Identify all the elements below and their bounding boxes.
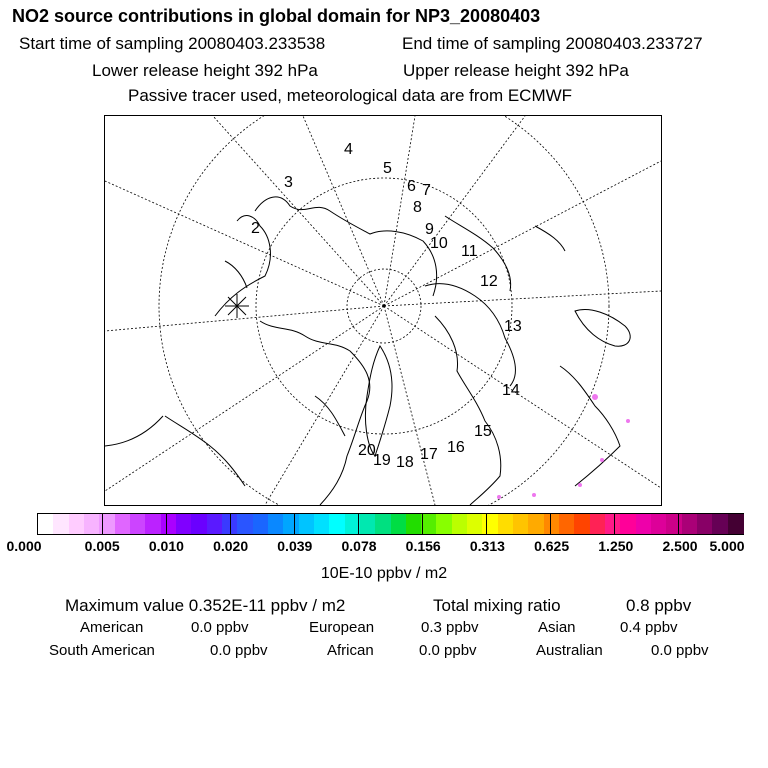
color-swatch [268,514,284,534]
color-scale-units: 10E-10 ppbv / m2 [320,565,448,582]
track-label: 3 [284,174,293,191]
track-label: 9 [425,221,434,238]
track-labels [251,141,522,471]
color-swatch [375,514,391,534]
color-swatch [528,514,544,534]
track-label: 19 [373,452,391,469]
color-tick-label: 0.005 [84,538,120,554]
region-australian-value: 0.0 ppbv [651,642,709,659]
color-swatch [53,514,69,534]
region-american-label: American [80,619,144,636]
track-label: 18 [396,454,414,471]
color-tick-label: 0.156 [405,538,441,554]
color-swatch [161,514,177,534]
color-bar-divider [102,514,103,534]
polar-map [104,115,662,506]
track-label: 20 [358,442,376,459]
map-canvas [105,116,661,505]
region-south-american-value: 0.0 ppbv [210,642,268,659]
color-swatch [38,514,54,534]
region-australian-label: Australian [536,642,603,659]
region-asian-label: Asian [538,619,576,636]
color-swatch [406,514,422,534]
color-bar-divider [678,514,679,534]
maximum-value: Maximum value 0.352E-11 ppbv / m2 [65,596,346,615]
color-bar-divider [166,514,167,534]
color-swatch [283,514,299,534]
track-label: 12 [480,273,498,290]
track-label: 7 [422,182,431,199]
color-swatch [253,514,269,534]
color-swatch [651,514,667,534]
color-swatch [482,514,498,534]
track-label: 5 [383,160,392,177]
region-african-label: African [327,642,374,659]
track-label: 17 [420,446,438,463]
track-label: 15 [474,423,492,440]
color-tick-label: 5.000 [709,538,745,554]
color-tick-label: 0.039 [277,538,313,554]
end-time: End time of sampling 20080403.233727 [402,34,703,53]
color-bar-divider [230,514,231,534]
track-label: 13 [504,318,522,335]
color-swatch [115,514,131,534]
color-bar-divider [550,514,551,534]
color-swatch [498,514,514,534]
map-title: NO2 source contributions in global domain for NP3_20080403 [12,6,541,26]
track-label: 8 [413,199,422,216]
color-bar-divider [358,514,359,534]
color-scale-bar [37,513,744,535]
color-swatch [590,514,606,534]
color-swatch [467,514,483,534]
color-swatch [574,514,590,534]
color-tick-label: 0.078 [341,538,377,554]
region-european-label: European [309,619,375,636]
color-tick-label: 0.010 [148,538,184,554]
color-tick-label: 0.625 [534,538,570,554]
color-swatch [620,514,636,534]
track-label: 4 [344,141,353,158]
release-site-marker [225,294,249,318]
color-swatch [682,514,698,534]
color-swatch [84,514,100,534]
total-mixing-ratio-value: 0.8 ppbv [626,596,692,615]
color-swatch [69,514,85,534]
color-swatch [452,514,468,534]
color-swatch [176,514,192,534]
color-bar-divider [614,514,615,534]
color-swatch [636,514,652,534]
color-swatch [191,514,207,534]
color-bar-divider [486,514,487,534]
track-label: 11 [461,243,478,260]
color-tick-label: 0.020 [213,538,249,554]
track-label: 14 [502,382,520,399]
concentration-patches [497,394,630,499]
track-label: 2 [251,220,260,237]
total-mixing-ratio-label: Total mixing ratio [433,596,561,615]
color-swatch [544,514,560,534]
color-swatch [728,514,744,534]
color-swatch [391,514,407,534]
color-tick-label: 2.500 [662,538,698,554]
color-swatch [559,514,575,534]
color-swatch [697,514,713,534]
color-swatch [436,514,452,534]
color-swatch [360,514,376,534]
color-bar-divider [422,514,423,534]
track-label: 6 [407,178,416,195]
region-asian-value: 0.4 ppbv [620,619,678,636]
color-tick-label: 1.250 [598,538,634,554]
color-tick-label: 0.000 [6,538,42,554]
color-swatch [237,514,253,534]
color-bar-divider [294,514,295,534]
track-label: 10 [430,235,448,252]
color-swatch [145,514,161,534]
color-swatch [666,514,682,534]
color-swatch [513,514,529,534]
lower-release-height: Lower release height 392 hPa [92,61,318,80]
tracer-note: Passive tracer used, meteorological data are from ECMWF [128,86,573,105]
track-label: 16 [447,439,465,456]
color-swatch [299,514,315,534]
region-american-value: 0.0 ppbv [191,619,249,636]
color-swatch [314,514,330,534]
region-european-value: 0.3 ppbv [421,619,479,636]
color-swatch [329,514,345,534]
upper-release-height: Upper release height 392 hPa [403,61,629,80]
color-swatch [130,514,146,534]
color-swatch [207,514,223,534]
region-south-american-label: South American [49,642,155,659]
color-tick-label: 0.313 [469,538,505,554]
region-african-value: 0.0 ppbv [419,642,477,659]
start-time: Start time of sampling 20080403.233538 [19,34,326,53]
color-swatch [421,514,437,534]
color-swatch [712,514,728,534]
